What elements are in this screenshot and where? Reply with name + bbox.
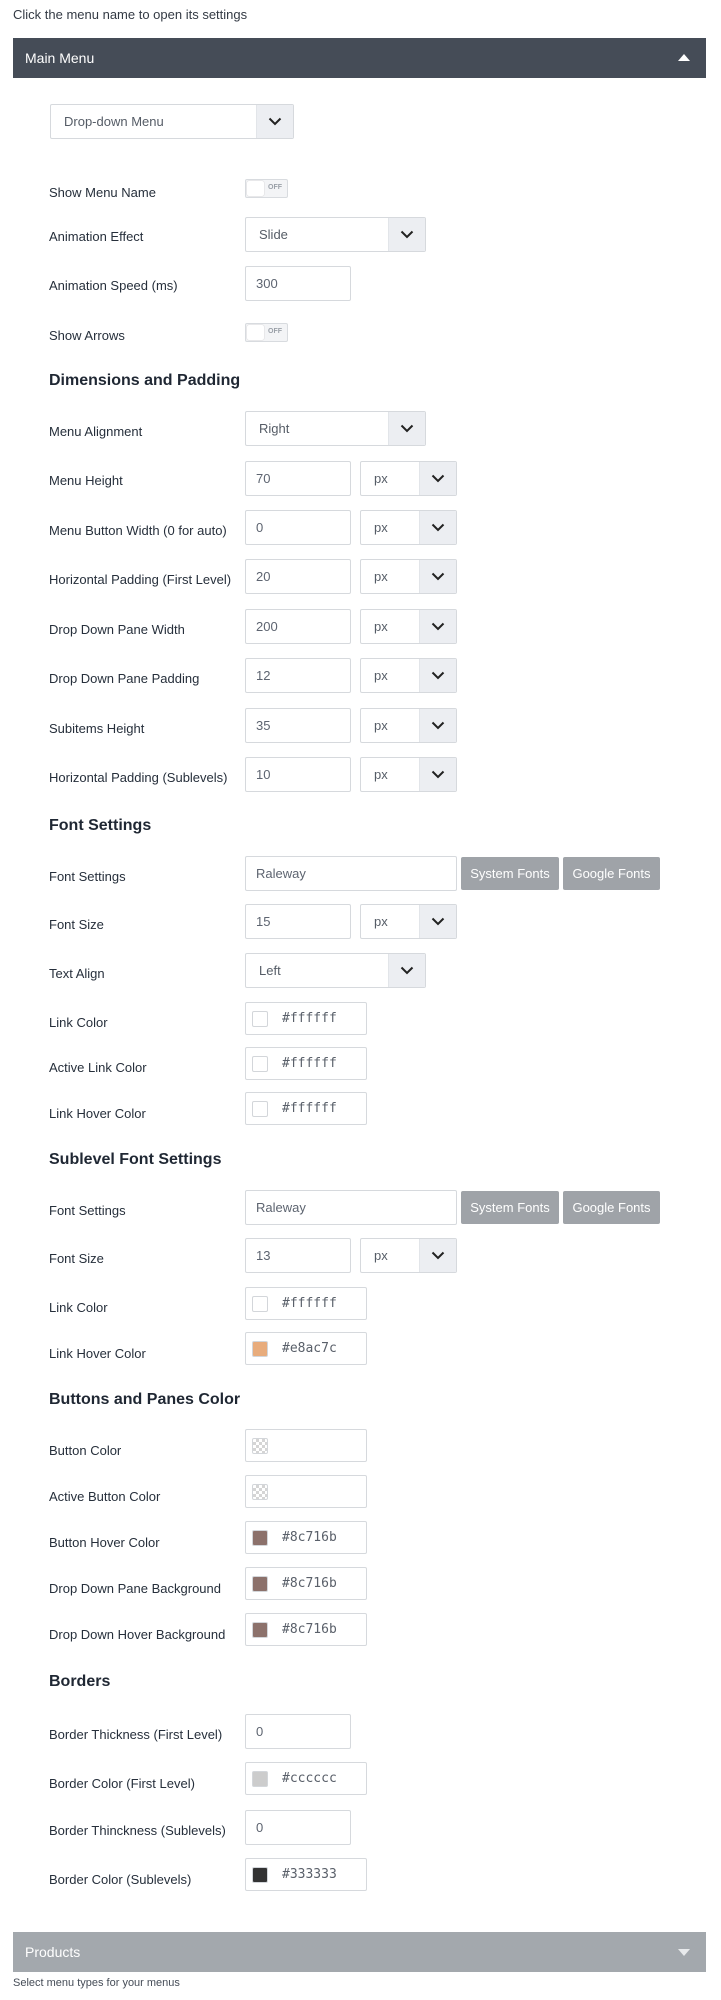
sublevel-link-color-label: Link Color <box>49 1300 108 1315</box>
color-value: #ffffff <box>282 1011 337 1026</box>
unit-value: px <box>374 767 388 782</box>
subitems-height-unit-select[interactable] <box>360 708 457 743</box>
subitems-height-label: Subitems Height <box>49 721 145 736</box>
expand-arrow-icon <box>678 1949 690 1956</box>
color-value: #cccccc <box>282 1771 337 1786</box>
border-thickness-first-label: Border Thickness (First Level) <box>49 1727 223 1742</box>
color-swatch <box>252 1101 268 1117</box>
drop-down-pane-padding-input[interactable]: 12 <box>245 658 351 693</box>
color-value: #8c716b <box>282 1576 337 1591</box>
chevron-down-icon <box>419 709 456 742</box>
link-color-picker[interactable] <box>245 1002 367 1035</box>
color-value: #ffffff <box>282 1056 337 1071</box>
borders-section-title: Borders <box>49 1673 111 1690</box>
sublevel-font-settings-label: Font Settings <box>49 1203 126 1218</box>
menu-type-select[interactable] <box>50 104 294 139</box>
menu-alignment-select[interactable] <box>245 411 426 446</box>
horizontal-padding-first-label: Horizontal Padding (First Level) <box>49 572 232 587</box>
font-family-input[interactable]: Raleway <box>245 856 457 891</box>
border-color-sub-label: Border Color (Sublevels) <box>49 1872 192 1887</box>
border-color-sub-picker[interactable] <box>245 1858 367 1891</box>
menu-type-value: Drop-down Menu <box>64 114 164 129</box>
color-swatch <box>252 1341 268 1357</box>
chevron-down-icon <box>419 560 456 593</box>
sublevel-font-family-input[interactable]: Raleway <box>245 1190 457 1225</box>
font-size-input[interactable]: 15 <box>245 904 351 939</box>
unit-value: px <box>374 718 388 733</box>
button-color-picker[interactable] <box>245 1429 367 1462</box>
link-hover-color-label: Link Hover Color <box>49 1106 146 1121</box>
horizontal-padding-sublevels-unit-select[interactable] <box>360 757 457 792</box>
color-swatch <box>252 1576 268 1592</box>
color-value: #ffffff <box>282 1296 337 1311</box>
chevron-down-icon <box>419 511 456 544</box>
menu-button-width-label: Menu Button Width (0 for auto) <box>49 523 227 538</box>
chevron-down-icon <box>388 412 425 445</box>
transparent-swatch-icon <box>252 1484 268 1500</box>
unit-value: px <box>374 914 388 929</box>
animation-effect-select[interactable] <box>245 217 426 252</box>
toggle-knob <box>247 325 264 340</box>
color-value: #8c716b <box>282 1622 337 1637</box>
show-menu-name-toggle[interactable] <box>245 179 288 198</box>
buttons-section-title: Buttons and Panes Color <box>49 1391 241 1408</box>
link-hover-color-picker[interactable] <box>245 1092 367 1125</box>
border-thickness-sub-input[interactable]: 0 <box>245 1810 351 1845</box>
color-swatch <box>252 1622 268 1638</box>
transparent-swatch-icon <box>252 1438 268 1454</box>
unit-value: px <box>374 471 388 486</box>
main-menu-title: Main Menu <box>25 50 95 66</box>
unit-value: px <box>374 1248 388 1263</box>
subitems-height-input[interactable]: 35 <box>245 708 351 743</box>
button-hover-color-label: Button Hover Color <box>49 1535 160 1550</box>
drop-down-pane-width-input[interactable]: 200 <box>245 609 351 644</box>
sublevel-font-section-title: Sublevel Font Settings <box>49 1151 222 1168</box>
system-fonts-button[interactable]: System Fonts <box>461 857 559 890</box>
menu-height-label: Menu Height <box>49 473 123 488</box>
drop-down-pane-padding-label: Drop Down Pane Padding <box>49 671 200 686</box>
show-arrows-toggle[interactable] <box>245 323 288 342</box>
border-color-first-picker[interactable] <box>245 1762 367 1795</box>
pane-background-picker[interactable] <box>245 1567 367 1600</box>
color-swatch <box>252 1867 268 1883</box>
animation-speed-input[interactable]: 300 <box>245 266 351 301</box>
sublevel-system-fonts-button[interactable]: System Fonts <box>461 1191 559 1224</box>
menu-alignment-label: Menu Alignment <box>49 424 143 439</box>
color-value: #333333 <box>282 1867 337 1882</box>
color-swatch <box>252 1296 268 1312</box>
menu-alignment-value: Right <box>259 421 290 436</box>
color-swatch <box>252 1771 268 1787</box>
hover-background-picker[interactable] <box>245 1613 367 1646</box>
show-menu-name-label: Show Menu Name <box>49 185 156 200</box>
text-align-label: Text Align <box>49 966 105 981</box>
link-color-label: Link Color <box>49 1015 108 1030</box>
main-menu-header[interactable] <box>13 38 706 78</box>
horizontal-padding-first-unit-select[interactable] <box>360 559 457 594</box>
font-section-title: Font Settings <box>49 817 152 834</box>
menu-button-width-unit-select[interactable] <box>360 510 457 545</box>
menu-button-width-input[interactable]: 0 <box>245 510 351 545</box>
active-button-color-label: Active Button Color <box>49 1489 161 1504</box>
color-value: #8c716b <box>282 1530 337 1545</box>
color-value: #ffffff <box>282 1101 337 1116</box>
pane-background-label: Drop Down Pane Background <box>49 1581 221 1596</box>
show-arrows-label: Show Arrows <box>49 328 125 343</box>
sublevel-link-hover-color-label: Link Hover Color <box>49 1346 146 1361</box>
color-swatch <box>252 1011 268 1027</box>
sublevel-link-color-picker[interactable] <box>245 1287 367 1320</box>
horizontal-padding-sublevels-input[interactable]: 10 <box>245 757 351 792</box>
toggle-state: OFF <box>268 184 282 191</box>
sublevel-link-hover-color-picker[interactable] <box>245 1332 367 1365</box>
chevron-down-icon <box>256 105 293 138</box>
drop-down-pane-width-unit-select[interactable] <box>360 609 457 644</box>
products-header[interactable] <box>13 1932 706 1972</box>
active-link-color-picker[interactable] <box>245 1047 367 1080</box>
unit-value: px <box>374 520 388 535</box>
menu-height-unit-select[interactable] <box>360 461 457 496</box>
toggle-state: OFF <box>268 328 282 335</box>
sublevel-google-fonts-button[interactable]: Google Fonts <box>563 1191 660 1224</box>
sublevel-font-size-unit-select[interactable] <box>360 1238 457 1273</box>
active-link-color-label: Active Link Color <box>49 1060 147 1075</box>
menu-height-input[interactable]: 70 <box>245 461 351 496</box>
chevron-down-icon <box>388 954 425 987</box>
products-title: Products <box>25 1944 81 1960</box>
chevron-down-icon <box>419 462 456 495</box>
animation-effect-value: Slide <box>259 227 288 242</box>
unit-value: px <box>374 668 388 683</box>
footer-hint: Select menu types for your menus <box>13 1977 180 1989</box>
collapse-arrow-icon <box>678 54 690 61</box>
text-align-value: Left <box>259 963 281 978</box>
font-settings-label: Font Settings <box>49 869 126 884</box>
text-align-select[interactable] <box>245 953 426 988</box>
animation-speed-label: Animation Speed (ms) <box>49 278 178 293</box>
instruction-text: Click the menu name to open its settings <box>13 7 248 22</box>
border-color-first-label: Border Color (First Level) <box>49 1776 195 1791</box>
horizontal-padding-first-input[interactable]: 20 <box>245 559 351 594</box>
toggle-knob <box>247 181 264 196</box>
chevron-down-icon <box>419 1239 456 1272</box>
google-fonts-button[interactable]: Google Fonts <box>563 857 660 890</box>
color-swatch <box>252 1530 268 1546</box>
hover-background-label: Drop Down Hover Background <box>49 1627 226 1642</box>
button-hover-color-picker[interactable] <box>245 1521 367 1554</box>
border-thickness-sub-label: Border Thinckness (Sublevels) <box>49 1823 226 1838</box>
chevron-down-icon <box>419 610 456 643</box>
chevron-down-icon <box>419 905 456 938</box>
chevron-down-icon <box>419 659 456 692</box>
button-color-label: Button Color <box>49 1443 122 1458</box>
color-swatch <box>252 1056 268 1072</box>
drop-down-pane-padding-unit-select[interactable] <box>360 658 457 693</box>
chevron-down-icon <box>388 218 425 251</box>
font-size-label: Font Size <box>49 917 104 932</box>
sublevel-font-size-label: Font Size <box>49 1251 104 1266</box>
drop-down-pane-width-label: Drop Down Pane Width <box>49 622 185 637</box>
animation-effect-label: Animation Effect <box>49 229 144 244</box>
active-button-color-picker[interactable] <box>245 1475 367 1508</box>
horizontal-padding-sublevels-label: Horizontal Padding (Sublevels) <box>49 770 228 785</box>
sublevel-font-size-input[interactable]: 13 <box>245 1238 351 1273</box>
border-thickness-first-input[interactable]: 0 <box>245 1714 351 1749</box>
dimensions-section-title: Dimensions and Padding <box>49 372 241 389</box>
font-size-unit-select[interactable] <box>360 904 457 939</box>
color-value: #e8ac7c <box>282 1341 337 1356</box>
unit-value: px <box>374 619 388 634</box>
unit-value: px <box>374 569 388 584</box>
chevron-down-icon <box>419 758 456 791</box>
